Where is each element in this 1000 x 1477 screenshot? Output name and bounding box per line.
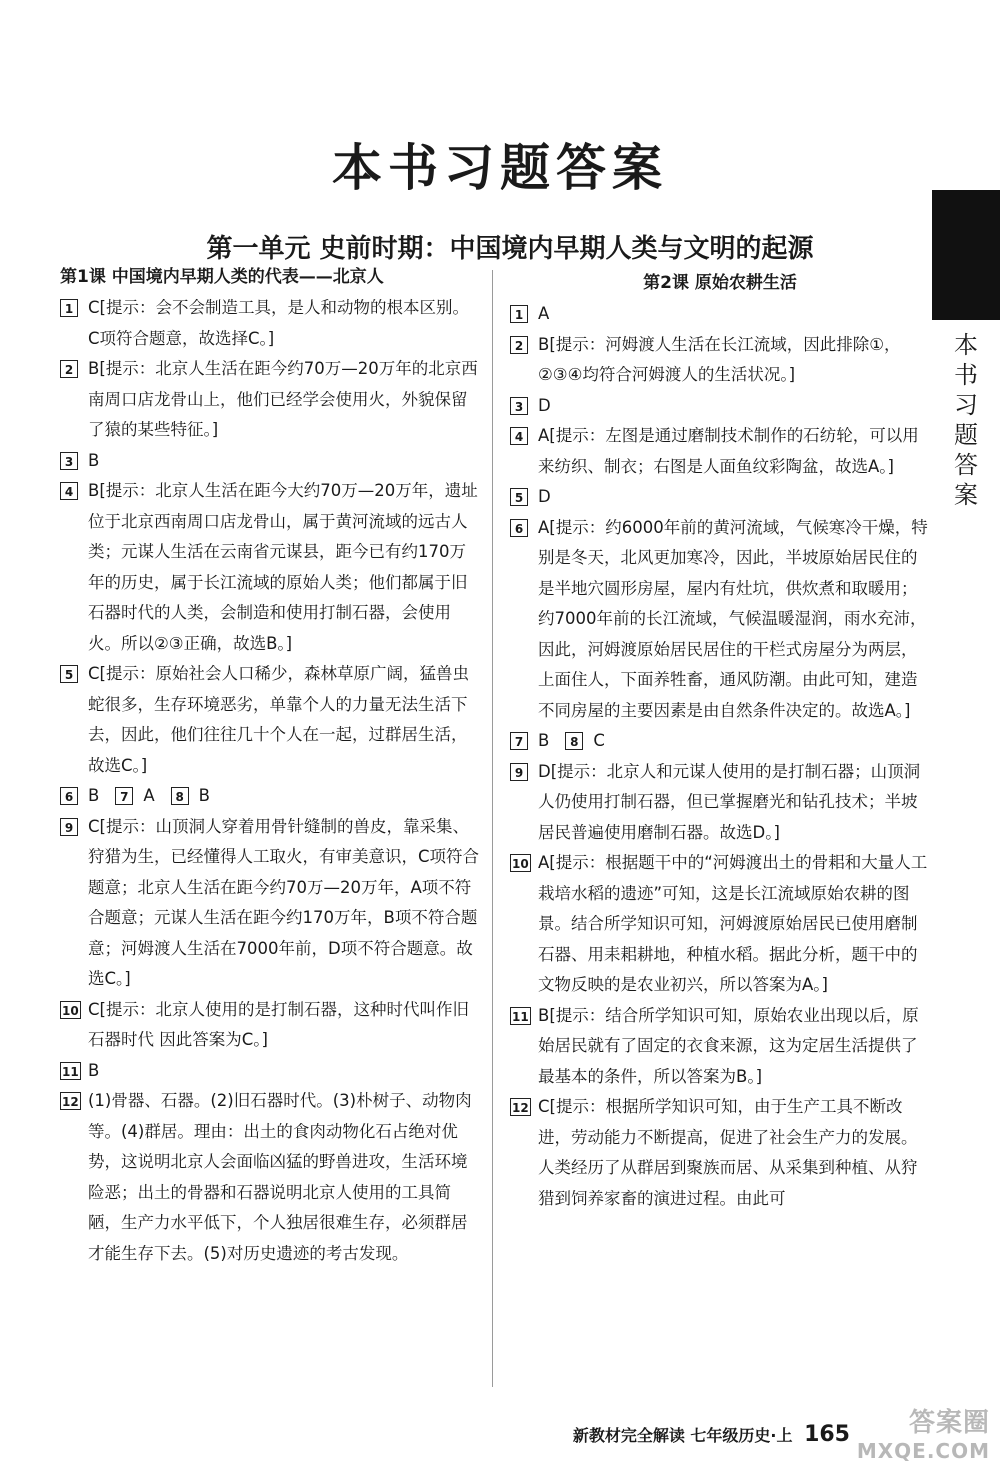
- answer-text: A: [143, 786, 155, 805]
- question-number-badge: 9: [60, 818, 78, 836]
- answer-item: [60, 1086, 480, 1269]
- answer-item: [510, 421, 930, 482]
- answer-item: [60, 354, 480, 446]
- answer-text: (1)骨器、石器。(2)旧石器时代。(3)朴树子、动物肉等。(4)群居。理由：出土的食肉动物化石占绝对优势，这说明北京人会面临凶猛的野兽进攻，生活环境险恶；出土的骨器和石器说明北京人使用的工具简陋，生产力水平低下，个人独居很难生存，必须群居才能生存下去。(5)对历史遗迹的考古发现。: [88, 1091, 472, 1263]
- answer-segment: [171, 781, 210, 812]
- answer-item: [510, 1001, 930, 1093]
- answer-text: B: [538, 731, 550, 750]
- answer-text: C[提示：山顶洞人穿着用骨针缝制的兽皮，靠采集、狩猎为生，已经懂得人工取火，有审美意识，C项符合题意；北京人生活在距今约70万—20万年，A项不符合题意；元谋人生活在距今约170万年，B项不符合题意；河姆渡人生活在7000年前，D项不符合题意。故选C。]: [88, 816, 480, 988]
- answer-item: [60, 781, 480, 812]
- answer-item: [60, 1056, 480, 1087]
- answer-text: D: [538, 395, 551, 415]
- column-divider: [492, 270, 493, 1387]
- answer-segment: [115, 781, 154, 812]
- question-number-badge: 1: [60, 299, 78, 317]
- answer-item: [60, 995, 480, 1056]
- answer-text: C[提示：会不会制造工具，是人和动物的根本区别。C项符合题意，故选择C。]: [88, 298, 469, 348]
- answer-text: C[提示：北京人使用的是打制石器，这种时代叫作旧石器时代 因此答案为C。]: [88, 999, 469, 1049]
- question-number-badge: 6: [510, 519, 528, 537]
- answer-text: D: [538, 487, 551, 506]
- answer-item: [60, 476, 480, 659]
- answer-text: B: [88, 450, 100, 470]
- question-number-badge: 9: [510, 763, 528, 781]
- answer-item: [510, 1092, 930, 1214]
- answer-item: [60, 812, 480, 995]
- answer-text: B: [88, 1060, 100, 1080]
- question-number-badge: 7: [115, 787, 133, 805]
- question-number-badge: 1: [510, 305, 528, 323]
- answer-text: B[提示：结合所学知识可知，原始农业出现以后，原始居民就有了固定的衣食来源，这为定居生活提供了最基本的条件，所以答案为B。]: [538, 1005, 919, 1086]
- question-number-badge: 3: [510, 397, 528, 415]
- answer-item: [510, 391, 930, 422]
- question-number-badge: 4: [510, 427, 528, 445]
- watermark-logo: [857, 1409, 990, 1465]
- question-number-badge: 7: [510, 732, 528, 750]
- lesson1-answers: [60, 293, 480, 1269]
- question-number-badge: 11: [60, 1062, 81, 1080]
- answer-item: [510, 299, 930, 330]
- page-title: 本书习题答案: [332, 139, 668, 197]
- question-number-badge: 6: [60, 787, 78, 805]
- lesson1-title: 第1课 中国境内早期人类的代表——北京人: [60, 267, 384, 287]
- answer-text: C: [593, 731, 605, 750]
- answer-segment: [565, 726, 605, 757]
- answer-text: C[提示：原始社会人口稀少，森林草原广阔，猛兽虫蛇很多，生存环境恶劣，单靠个人的力量无法生活下去，因此，他们往往几十个人在一起，过群居生活，故选C。]: [88, 664, 469, 775]
- question-number-badge: 4: [60, 482, 78, 500]
- answer-text: B: [198, 786, 210, 805]
- question-number-badge: 2: [510, 336, 528, 354]
- answer-item: [60, 446, 480, 477]
- answer-text: B[提示：北京人生活在距今大约70万—20万年，遗址位于北京西南周口店龙骨山，属于黄河流域的远古人类；元谋人生活在云南省元谋县，距今已有约170万年的历史，属于长江流域的原始人类；他们都属于旧石器时代的人类，会制造和使用打制石器，会使用火。所以②③正确，故选B。]: [88, 481, 478, 653]
- answer-segment: [510, 726, 549, 757]
- answer-segment: [60, 781, 99, 812]
- question-number-badge: 10: [510, 854, 531, 872]
- answer-text: A[提示：左图是通过磨制技术制作的石纺轮，可以用来纺织、制衣；右图是人面鱼纹彩陶盆，故选A。]: [538, 426, 919, 476]
- lesson1-column: [60, 262, 480, 1395]
- footer-book-title: 新教材完全解读 七年级历史·上: [572, 1426, 793, 1445]
- lesson2-title: 第2课 原始农耕生活: [643, 273, 797, 293]
- page-footer: [573, 1422, 850, 1447]
- answer-item: [510, 726, 930, 757]
- question-number-badge: 8: [565, 732, 583, 750]
- answer-text: C[提示：根据所学知识可知，由于生产工具不断改进，劳动能力不断提高，促进了社会生产力的发展。人类经历了从群居到聚族而居、从采集到种植、从狩猎到饲养家畜的演进过程。由此可: [538, 1097, 918, 1208]
- answer-item: [510, 848, 930, 1001]
- answer-text: B[提示：河姆渡人生活在长江流域，因此排除①，②③④均符合河姆渡人的生活状况。]: [538, 334, 901, 384]
- answer-text: A[提示：根据题干中的“河姆渡出土的骨耜和大量人工栽培水稻的遗迹”可知，这是长江流域原始农耕的图景。结合所学知识可知，河姆渡原始居民已使用磨制石器、用耒耜耕地，种植水稻。据此分析，题干中的文物反映的是农业初兴，所以答案为A。]: [538, 853, 928, 994]
- side-label: 本 书 习 题 答 案: [954, 331, 978, 509]
- answer-item: [510, 482, 930, 513]
- lesson2-answers: [510, 299, 930, 1214]
- question-number-badge: 2: [60, 360, 78, 378]
- question-number-badge: 12: [60, 1092, 81, 1110]
- watermark-sub: MXQE.COM: [856, 1439, 990, 1463]
- question-number-badge: 3: [60, 452, 78, 470]
- answer-text: D[提示：北京人和元谋人使用的是打制石器；山顶洞人仍使用打制石器，但已掌握磨光和钻孔技术；半坡居民普遍使用磨制石器。故选D。]: [538, 761, 921, 842]
- question-number-badge: 11: [510, 1007, 531, 1025]
- question-number-badge: 12: [510, 1098, 531, 1116]
- answer-text: A[提示：约6000年前的黄河流域，气候寒冷干燥，特别是冬天，北风更加寒冷，因此，半坡原始居民住的是半地穴圆形房屋，屋内有灶坑，供炊煮和取暖用；约7000年前的长江流域，气候温暖湿润，雨水充沛，因此，河姆渡原始居民居住的干栏式房屋分为两层，上面住人，下面养牲畜，通风防潮。由此可知，建造不同房屋的主要因素是由自然条件决定的。故选A。]: [538, 517, 928, 720]
- answer-text: A: [538, 304, 550, 323]
- unit-title: 第一单元 史前时期：中国境内早期人类与文明的起源: [206, 234, 814, 264]
- side-tab-block: [932, 190, 1000, 320]
- answer-item: [510, 330, 930, 391]
- question-number-badge: 10: [60, 1001, 81, 1019]
- answer-text: B[提示：北京人生活在距今约70万—20万年的北京西南周口店龙骨山上，他们已经学会使用火，外貌保留了猿的某些特征。]: [88, 359, 478, 439]
- question-number-badge: 8: [171, 787, 189, 805]
- lesson2-column: [510, 262, 930, 1395]
- answer-text: B: [88, 786, 100, 805]
- answer-item: [60, 293, 480, 354]
- answer-item: [60, 659, 480, 781]
- watermark-main: 答案圈: [908, 1408, 990, 1438]
- question-number-badge: 5: [510, 488, 528, 506]
- answer-item: [510, 757, 930, 849]
- question-number-badge: 5: [60, 665, 78, 683]
- answer-item: [510, 513, 930, 727]
- page-number: 165: [804, 1422, 850, 1447]
